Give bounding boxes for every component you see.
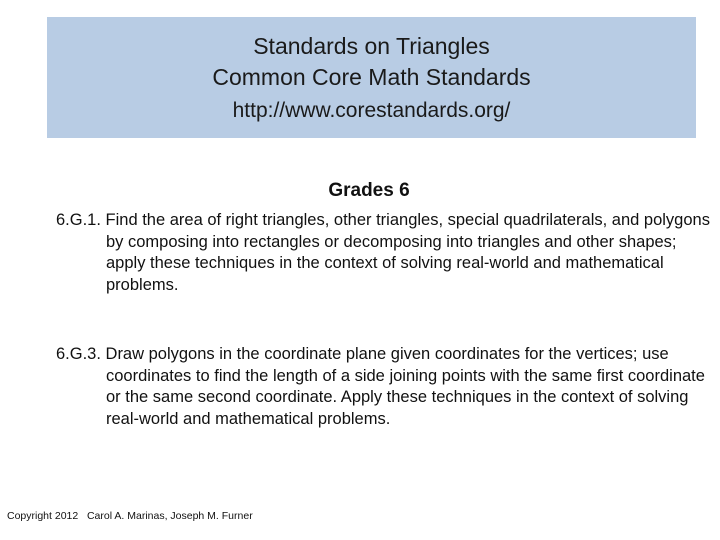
source-url: http://www.corestandards.org/ bbox=[232, 99, 511, 122]
slide-title: Standards on Triangles bbox=[253, 33, 490, 59]
grade-heading: Grades 6 bbox=[328, 180, 410, 201]
title-banner bbox=[47, 17, 696, 138]
slide-subtitle: Common Core Math Standards bbox=[212, 64, 531, 90]
copyright-notice: Copyright 2012 Carol A. Marinas, Joseph M. Furner bbox=[7, 510, 253, 522]
standard-6-g-3: 6.G.3. Draw polygons in the coordinate plane given coordinates for the vertices; use coordinates to find the length of a side joining points with the same first coordinate or the same second coordinate. Apply these techniques in the context of solving real-world and mathematical problems. bbox=[56, 345, 705, 428]
standard-6-g-1: 6.G.1. Find the area of right triangles, other triangles, special quadrilaterals, and polygons by composing into rectangles or decomposing into triangles and other shapes; apply these techniques in the context of solving real-world and mathematical problems. bbox=[56, 211, 710, 294]
